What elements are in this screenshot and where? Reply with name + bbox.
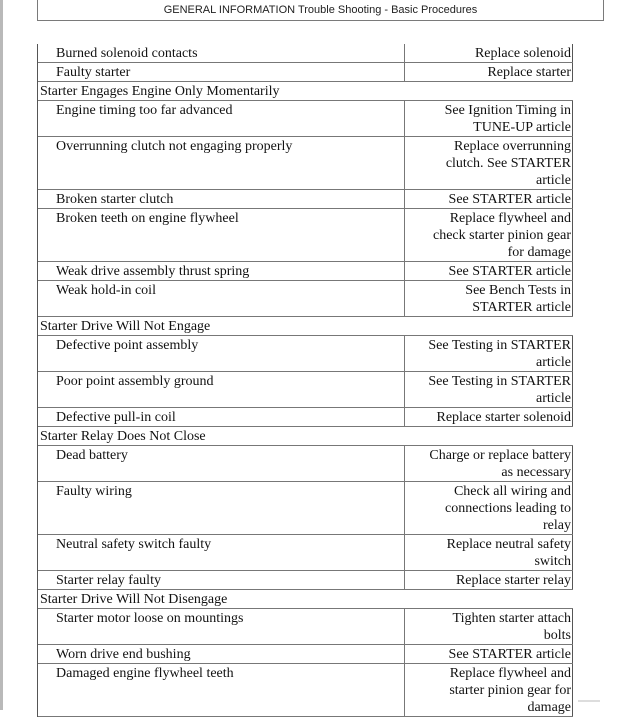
remedy-line: STARTER article	[472, 300, 571, 315]
remedy-line: See Testing in STARTER	[428, 338, 571, 353]
remedy-line: Replace neutral safety	[446, 537, 571, 552]
remedy-line: starter pinion gear for	[449, 683, 571, 698]
remedy-cell	[404, 535, 573, 570]
header-title: GENERAL INFORMATION Trouble Shooting - Basic Procedures	[163, 4, 478, 16]
table-row	[38, 446, 573, 482]
table-row	[38, 372, 573, 408]
cause-cell: Weak hold-in coil	[56, 283, 156, 298]
remedy-line: article	[536, 355, 571, 370]
cause-cell: Weak drive assembly thrust spring	[56, 264, 250, 279]
remedy-line: check starter pinion gear	[433, 228, 571, 243]
table-row	[38, 609, 573, 645]
cause-cell: Poor point assembly ground	[56, 374, 214, 389]
remedy-line: Replace overrunning	[453, 139, 571, 154]
table-row	[38, 336, 573, 372]
table-row	[38, 63, 573, 82]
remedy-line: Charge or replace battery	[429, 448, 571, 463]
remedy-line: See Bench Tests in	[465, 283, 571, 298]
remedy-cell	[404, 336, 573, 371]
table-row	[38, 482, 573, 535]
table-row	[38, 408, 573, 427]
remedy-cell	[404, 609, 573, 644]
remedy-cell: Replace starter relay	[404, 571, 573, 589]
cause-cell: Neutral safety switch faulty	[56, 537, 212, 552]
remedy-cell: See STARTER article	[404, 262, 573, 280]
cause-cell: Worn drive end bushing	[56, 647, 191, 662]
section-heading: Starter Drive Will Not Disengage	[38, 590, 573, 609]
remedy-cell	[404, 664, 573, 716]
page-header	[37, 0, 604, 21]
remedy-line: article	[536, 391, 571, 406]
table-row	[38, 137, 573, 190]
cause-cell: Broken starter clutch	[56, 192, 174, 207]
remedy-cell	[404, 137, 573, 189]
remedy-line: Replace flywheel and	[449, 666, 571, 681]
remedy-cell	[404, 446, 573, 481]
remedy-line: for damage	[507, 245, 571, 260]
page-left-border	[0, 0, 3, 710]
remedy-cell: Replace starter	[404, 63, 573, 81]
cause-cell: Broken teeth on engine flywheel	[56, 211, 239, 226]
cause-cell: Damaged engine flywheel teeth	[56, 666, 234, 681]
table-row	[38, 209, 573, 262]
table-row	[38, 535, 573, 571]
table-row	[38, 101, 573, 137]
section-heading: Starter Drive Will Not Engage	[38, 317, 573, 336]
cause-cell: Starter motor loose on mountings	[56, 611, 244, 626]
section-heading: Starter Engages Engine Only Momentarily	[38, 82, 573, 101]
cause-cell: Starter relay faulty	[56, 573, 161, 588]
remedy-line: Check all wiring and	[453, 484, 571, 499]
remedy-line: connections leading to	[445, 501, 571, 516]
cause-cell: Defective pull-in coil	[56, 410, 176, 425]
remedy-cell	[404, 101, 573, 136]
remedy-line: Tighten starter attach	[452, 611, 571, 626]
remedy-cell	[404, 209, 573, 261]
cause-cell: Engine timing too far advanced	[56, 103, 233, 118]
table-row	[38, 645, 573, 664]
table-row	[38, 44, 573, 63]
table-row	[38, 571, 573, 590]
table-row	[38, 190, 573, 209]
remedy-line: See Testing in STARTER	[428, 374, 571, 389]
remedy-line: as necessary	[501, 465, 571, 480]
cause-cell: Faulty starter	[56, 65, 131, 80]
remedy-line: clutch. See STARTER	[445, 156, 571, 171]
remedy-line: damage	[527, 700, 571, 715]
table-row	[38, 664, 573, 717]
cause-cell: Burned solenoid contacts	[56, 46, 198, 61]
table-row	[38, 281, 573, 317]
scroll-mark	[578, 700, 600, 702]
remedy-cell	[404, 281, 573, 316]
remedy-line: relay	[543, 518, 571, 533]
remedy-line: switch	[534, 554, 571, 569]
remedy-line: article	[536, 173, 571, 188]
section-heading: Starter Relay Does Not Close	[38, 427, 573, 446]
cause-cell: Defective point assembly	[56, 338, 199, 353]
remedy-cell: Replace solenoid	[404, 44, 573, 62]
remedy-cell: See STARTER article	[404, 645, 573, 663]
remedy-cell: Replace starter solenoid	[404, 408, 573, 426]
troubleshooting-table	[37, 44, 573, 717]
remedy-line: Replace flywheel and	[449, 211, 571, 226]
remedy-line: See Ignition Timing in	[444, 103, 571, 118]
cause-cell: Dead battery	[56, 448, 128, 463]
remedy-cell: See STARTER article	[404, 190, 573, 208]
table-row	[38, 262, 573, 281]
cause-cell: Faulty wiring	[56, 484, 132, 499]
remedy-line: TUNE-UP article	[473, 120, 571, 135]
cause-cell: Overrunning clutch not engaging properly	[56, 139, 293, 154]
remedy-line: bolts	[543, 628, 571, 643]
remedy-cell	[404, 372, 573, 407]
remedy-cell	[404, 482, 573, 534]
